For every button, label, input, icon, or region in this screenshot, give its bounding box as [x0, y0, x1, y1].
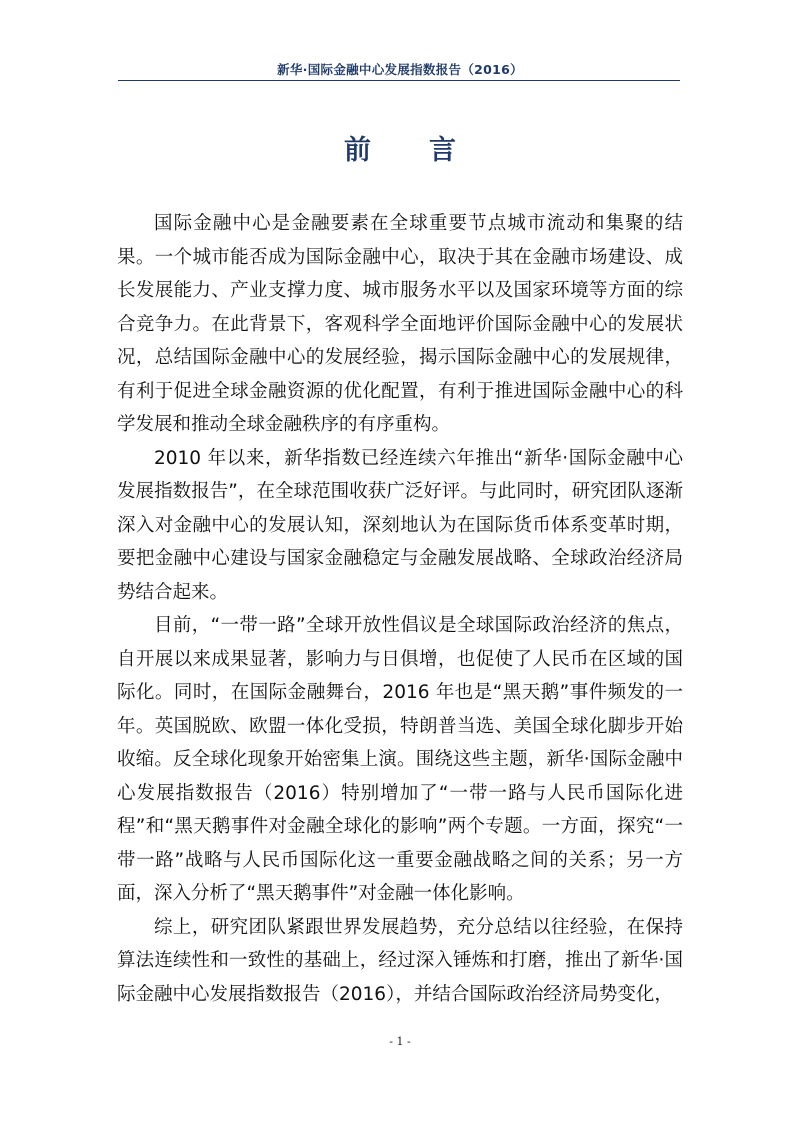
header-rule [118, 80, 680, 81]
paragraph: 目前，“一带一路”全球开放性倡议是全球国际政治经济的焦点，自开展以来成果显著，影响力与日俱增，也促使了人民币在区域的国际化。同时，在国际金融舞台，2016 年也是“黑天鹅”事件频发的一年。英国脱欧、欧盟一体化受损，特朗普当选、美国全球化脚步开始收缩。反全球化现象开始密集上演。围绕这些主题，新华·国际金融中心发展指数报告（2016）特别增加了“一带一路与人民币国际化进程”和“黑天鹅事件对金融全球化的影响”两个专题。一方面，探究“一带一路”战略与人民币国际化这一重要金融战略之间的关系；另一方面，深入分析了“黑天鹅事件”对金融一体化影响。 [117, 615, 683, 904]
running-header: 新华·国际金融中心发展指数报告（2016） [277, 62, 523, 77]
chapter-title [0, 128, 800, 167]
chapter-title-char-2: 言 [429, 135, 456, 166]
paragraph: 综上，研究团队紧跟世界发展趋势，充分总结以往经验，在保持算法连续性和一致性的基础上，经过深入锤炼和打磨，推出了新华·国际金融中心发展指数报告（2016），并结合国际政治经济局势变化， [117, 916, 683, 1005]
chapter-title-char-1: 前 [344, 135, 371, 166]
page-number: - 1 - [389, 1035, 411, 1048]
paragraph: 2010 年以来，新华指数已经连续六年推出“新华·国际金融中心发展指数报告”，在全球范围收获广泛好评。与此同时，研究团队逐渐深入对金融中心的发展认知，深刻地认为在国际货币体系变革时期，要把金融中心建设与国家金融稳定与金融发展战略、全球政治经济局势结合起来。 [117, 447, 683, 603]
body-text [117, 207, 683, 1011]
paragraph: 国际金融中心是金融要素在全球重要节点城市流动和集聚的结果。一个城市能否成为国际金融中心，取决于其在金融市场建设、成长发展能力、产业支撑力度、城市服务水平以及国家环境等方面的综合竞争力。在此背景下，客观科学全面地评价国际金融中心的发展状况，总结国际金融中心的发展经验，揭示国际金融中心的发展规律，有利于促进全球金融资源的优化配置，有利于推进国际金融中心的科学发展和推动全球金融秩序的有序重构。 [117, 213, 683, 435]
